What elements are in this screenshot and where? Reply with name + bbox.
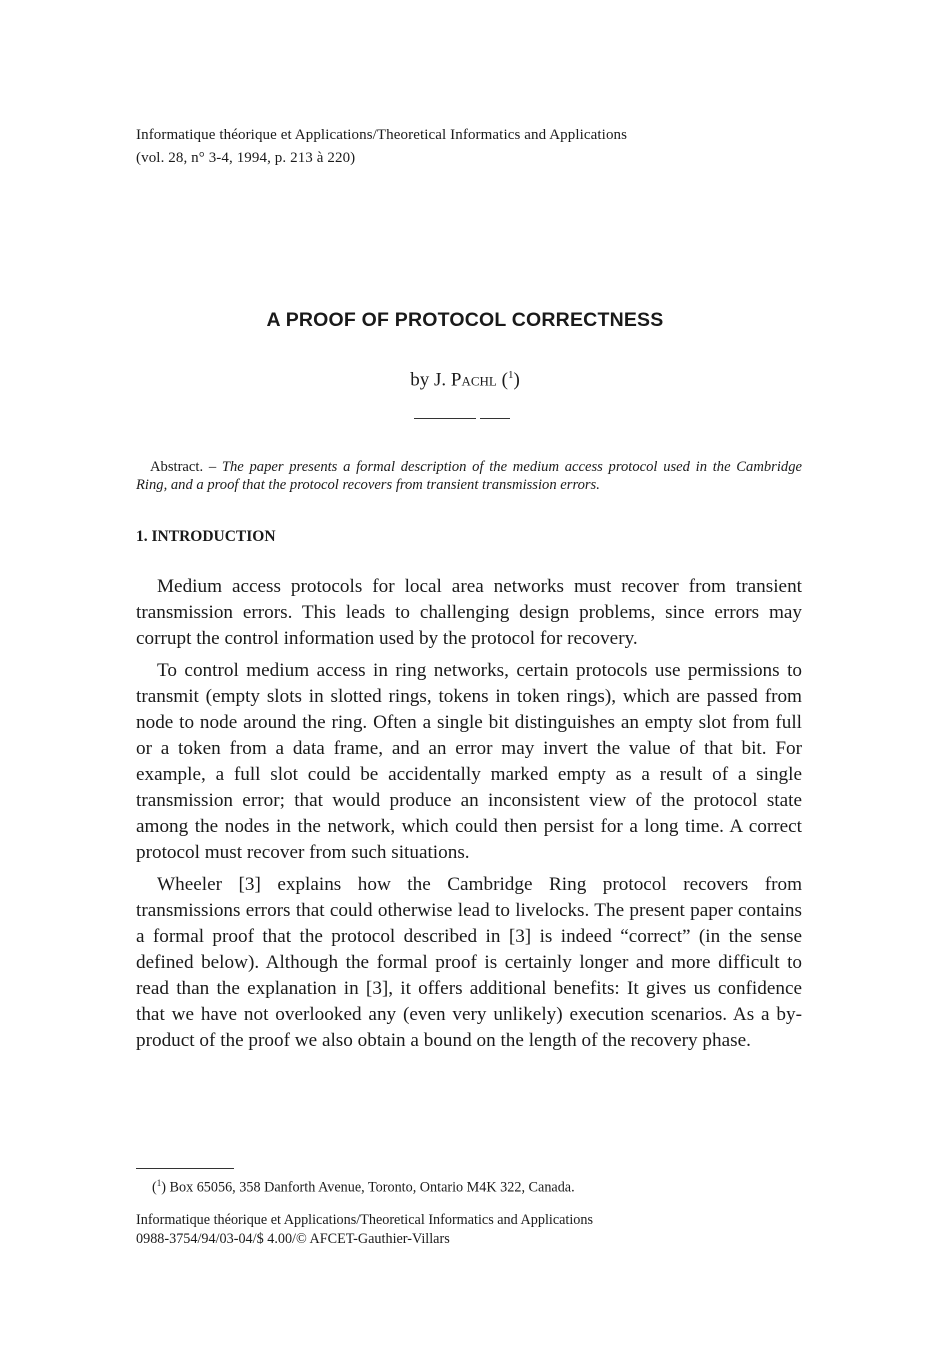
byline [0, 369, 930, 391]
footnote-mark: 1 [156, 1178, 162, 1188]
footnote-close: ) [161, 1179, 166, 1196]
paragraph: Medium access protocols for local area networks must recover from transient transmission errors. This leads to challenging design problems, since errors may corrupt the control information used by the protocol for recovery. [136, 576, 802, 649]
journal-volume-info: (vol. 28, n° 3-4, 1994, p. 213 à 220) [136, 150, 356, 166]
footnote-ref-open: ( [501, 369, 508, 391]
footnote-ref-close: ) [513, 369, 520, 391]
footer-issn: 0988-3754/94/03-04/$ 4.00/© AFCET-Gauthier-Villars [136, 1231, 450, 1247]
byline-prefix: by J. [410, 369, 447, 391]
paragraph: Wheeler [3] explains how the Cambridge Ring protocol recovers from transmissions errors that could otherwise lead to livelocks. The present paper contains a formal proof that the protocol described in [3] is indeed “correct” (in the sense defined below). Although the formal proof is certainly longer and more difficult to read than the explanation in [3], it offers additional benefits: It gives us confidence that we have not overlooked any (even very unlikely) execution scenarios. As a by-product of the proof we also obtain a bound on the length of the recovery phase. [136, 874, 802, 1051]
body-text [136, 574, 802, 1060]
page-footer [136, 1211, 593, 1249]
footnote [152, 1178, 575, 1197]
abstract [136, 458, 802, 494]
abstract-text: The paper presents a formal description of the medium access protocol used in the Cambridge Ring, and a proof that the protocol recovers from transient transmission errors. [136, 459, 802, 493]
footnote-text: Box 65056, 358 Danforth Avenue, Toronto, Ontario M4K 322, Canada. [169, 1179, 575, 1196]
footer-journal: Informatique théorique et Applications/Theoretical Informatics and Applications [136, 1212, 594, 1228]
author-name: Pachl [450, 369, 497, 391]
footnote-open: ( [152, 1179, 157, 1196]
paragraph: To control medium access in ring networks, certain protocols use permissions to transmit (empty slots in slotted rings, tokens in token rings), which are passed from node to node around the ring. Often a single bit distinguishes an empty slot from full or a token from a data frame, and an error may invert the value of that bit. For example, a full slot could be accidentally marked empty as a result of a single transmission error; that would produce an inconsistent view of the protocol state among the nodes in the network, which could then persist for a long time. A correct protocol must recover from such situations. [136, 660, 802, 863]
footnote-divider [136, 1168, 234, 1169]
section-heading: 1. INTRODUCTION [136, 528, 276, 545]
footnote-ref-mark: 1 [507, 369, 514, 381]
title-divider-tail [480, 418, 510, 419]
paper-title: A PROOF OF PROTOCOL CORRECTNESS [266, 309, 664, 331]
journal-header [136, 124, 627, 170]
title-divider [414, 418, 476, 419]
journal-name: Informatique théorique et Applications/Theoretical Informatics and Applications [136, 127, 628, 143]
abstract-lead: Abstract. – [150, 459, 217, 475]
